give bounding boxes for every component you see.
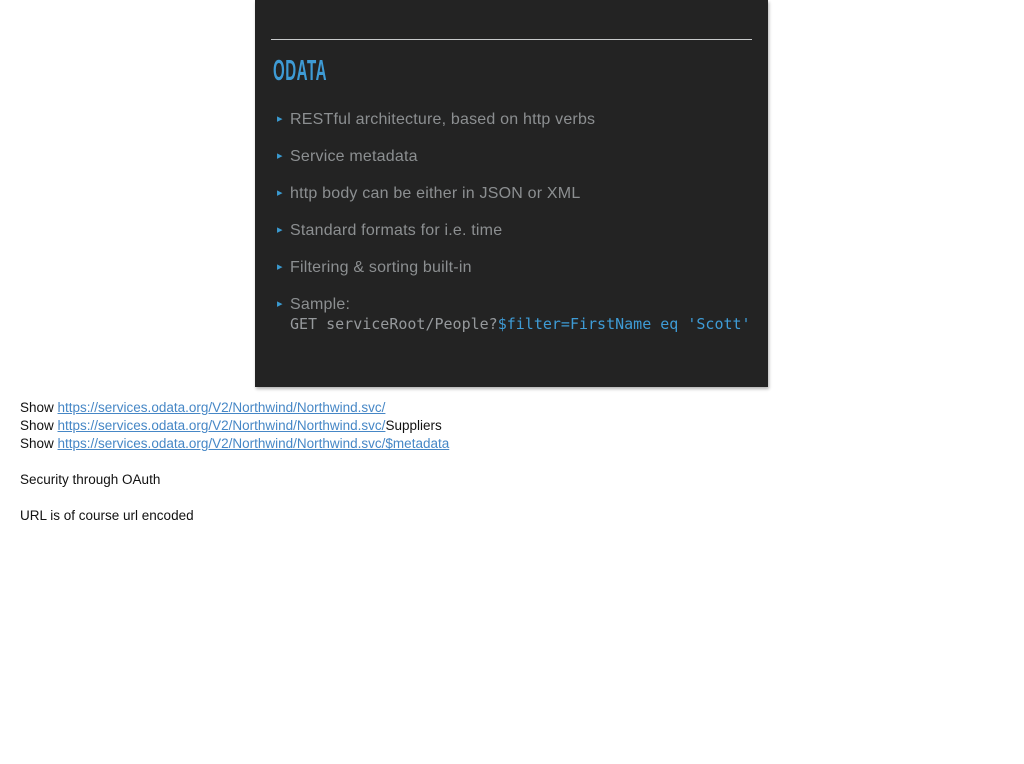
slide-title: ODATA <box>273 55 327 87</box>
bullet-triangle-icon: ▸ <box>277 224 283 236</box>
note-suffix: Suppliers <box>385 418 442 433</box>
sample-label: Sample: <box>290 296 351 313</box>
note-line <box>20 399 449 417</box>
bullet-triangle-icon: ▸ <box>277 150 283 162</box>
bullet-text: RESTful architecture, based on http verbs <box>290 111 596 128</box>
bullet-text: Filtering & sorting built-in <box>290 259 472 276</box>
bullet-item <box>277 110 762 129</box>
bullet-text: Standard formats for i.e. time <box>290 222 503 239</box>
bullet-triangle-icon: ▸ <box>277 261 283 273</box>
bullet-item <box>277 258 762 277</box>
bullet-list <box>277 110 762 353</box>
bullet-item <box>277 221 762 240</box>
slide-canvas <box>255 0 768 387</box>
note-prefix: Show <box>20 436 58 451</box>
sample-code <box>290 314 762 335</box>
bullet-triangle-icon: ▸ <box>277 298 283 310</box>
bullet-item <box>277 184 762 203</box>
note-prefix: Show <box>20 418 58 433</box>
bullet-triangle-icon: ▸ <box>277 187 283 199</box>
sample-code-highlight: $filter=FirstName eq 'Scott' <box>497 315 751 333</box>
note-prefix: Show <box>20 400 58 415</box>
slide-title-rule <box>271 39 752 40</box>
bullet-item <box>277 147 762 166</box>
bullet-item-sample <box>277 295 762 335</box>
bullet-text: http body can be either in JSON or XML <box>290 185 581 202</box>
note-paragraph: Security through OAuth <box>20 472 161 487</box>
note-link[interactable]: https://services.odata.org/V2/Northwind/Northwind.svc/ <box>57 400 386 415</box>
sample-block <box>290 295 762 335</box>
sample-code-plain: GET serviceRoot/People? <box>290 315 498 333</box>
bullet-text: Service metadata <box>290 148 418 165</box>
presenter-notes <box>20 399 449 525</box>
note-paragraph: URL is of course url encoded <box>20 508 194 523</box>
note-line <box>20 417 449 435</box>
bullet-triangle-icon: ▸ <box>277 113 283 125</box>
note-line <box>20 435 449 453</box>
note-link[interactable]: https://services.odata.org/V2/Northwind/Northwind.svc/$metadata <box>57 436 450 451</box>
note-link[interactable]: https://services.odata.org/V2/Northwind/Northwind.svc/ <box>57 418 386 433</box>
